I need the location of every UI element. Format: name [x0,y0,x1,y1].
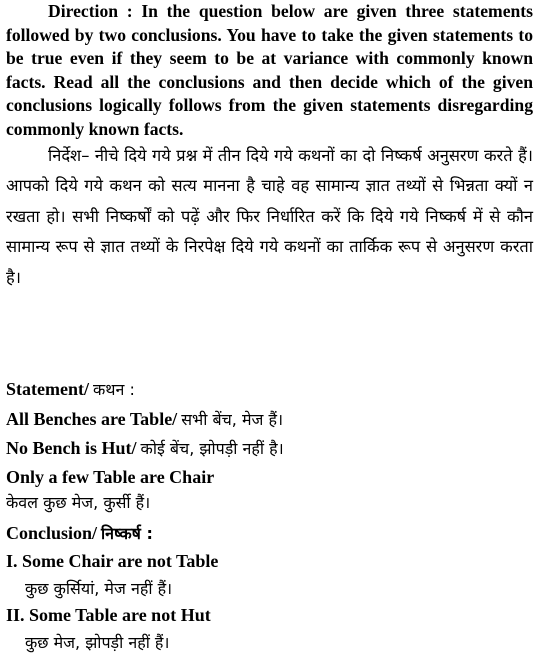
statement-2-hi: कोई बेंच, झोपड़ी नहीं है। [140,439,284,458]
statement-heading-en: Statement/ [6,379,89,399]
conclusion-2-hi-line [6,631,170,653]
statement-3-en: Only a few Table are Chair [6,467,215,487]
conclusion-1-hi: कुछ कुर्सियां, मेज नहीं हैं। [25,579,173,598]
question-document [6,0,533,652]
direction-hindi: निर्देश– नीचे दिये गये प्रश्न में तीन दिये गये कथनों का दो निष्कर्ष अनुसरण करते हैं। आपको दिये गये कथन को सत्य मानना है चाहे वह सामान्य ज्ञात तथ्यों से भिन्नता क्यों न रखता हो। सभी निष्कर्षों को पढ़ें और फिर निर्धारित करें कि दिये गये निष्कर्ष में से कौन सामान्य रूप से ज्ञात तथ्यों के निरपेक्ष दिये गये कथनों का तार्किक रूप से अनुसरण करता है। [6,146,533,287]
conclusion-2-en: II. Some Table are not Hut [6,605,211,625]
conclusion-2-hi: कुछ मेज, झोपड़ी नहीं हैं। [25,633,170,652]
conclusion-heading [6,522,153,544]
statement-1 [6,408,283,430]
conclusion-heading-hi: निष्कर्ष : [101,524,153,543]
statement-heading [6,378,135,400]
conclusion-2-en-line [6,605,211,626]
statement-heading-hi: कथन : [92,380,135,399]
statement-3-hi-line [6,491,150,513]
conclusion-1-en-line [6,551,218,572]
statement-3-hi: केवल कुछ मेज, कुर्सी हैं। [6,493,151,512]
statement-1-en: All Benches are Table/ [6,409,178,429]
conclusion-1-en: I. Some Chair are not Table [6,551,219,571]
direction-english: Direction : In the question below are given three statements followed by two conclusions. You have to take the given statements to be true even if they seem to be at variance with commonly known facts. Read all the conclusions and then decide which of the given conclusions logically follows from the given statements disregarding commonly known facts. [6,1,533,139]
statement-2 [6,437,284,459]
statement-3-en-line [6,467,214,488]
statement-1-hi: सभी बेंच, मेज हैं। [181,410,284,429]
conclusion-heading-en: Conclusion/ [6,523,98,543]
statement-2-en: No Bench is Hut/ [6,438,137,458]
conclusion-1-hi-line [6,577,172,599]
